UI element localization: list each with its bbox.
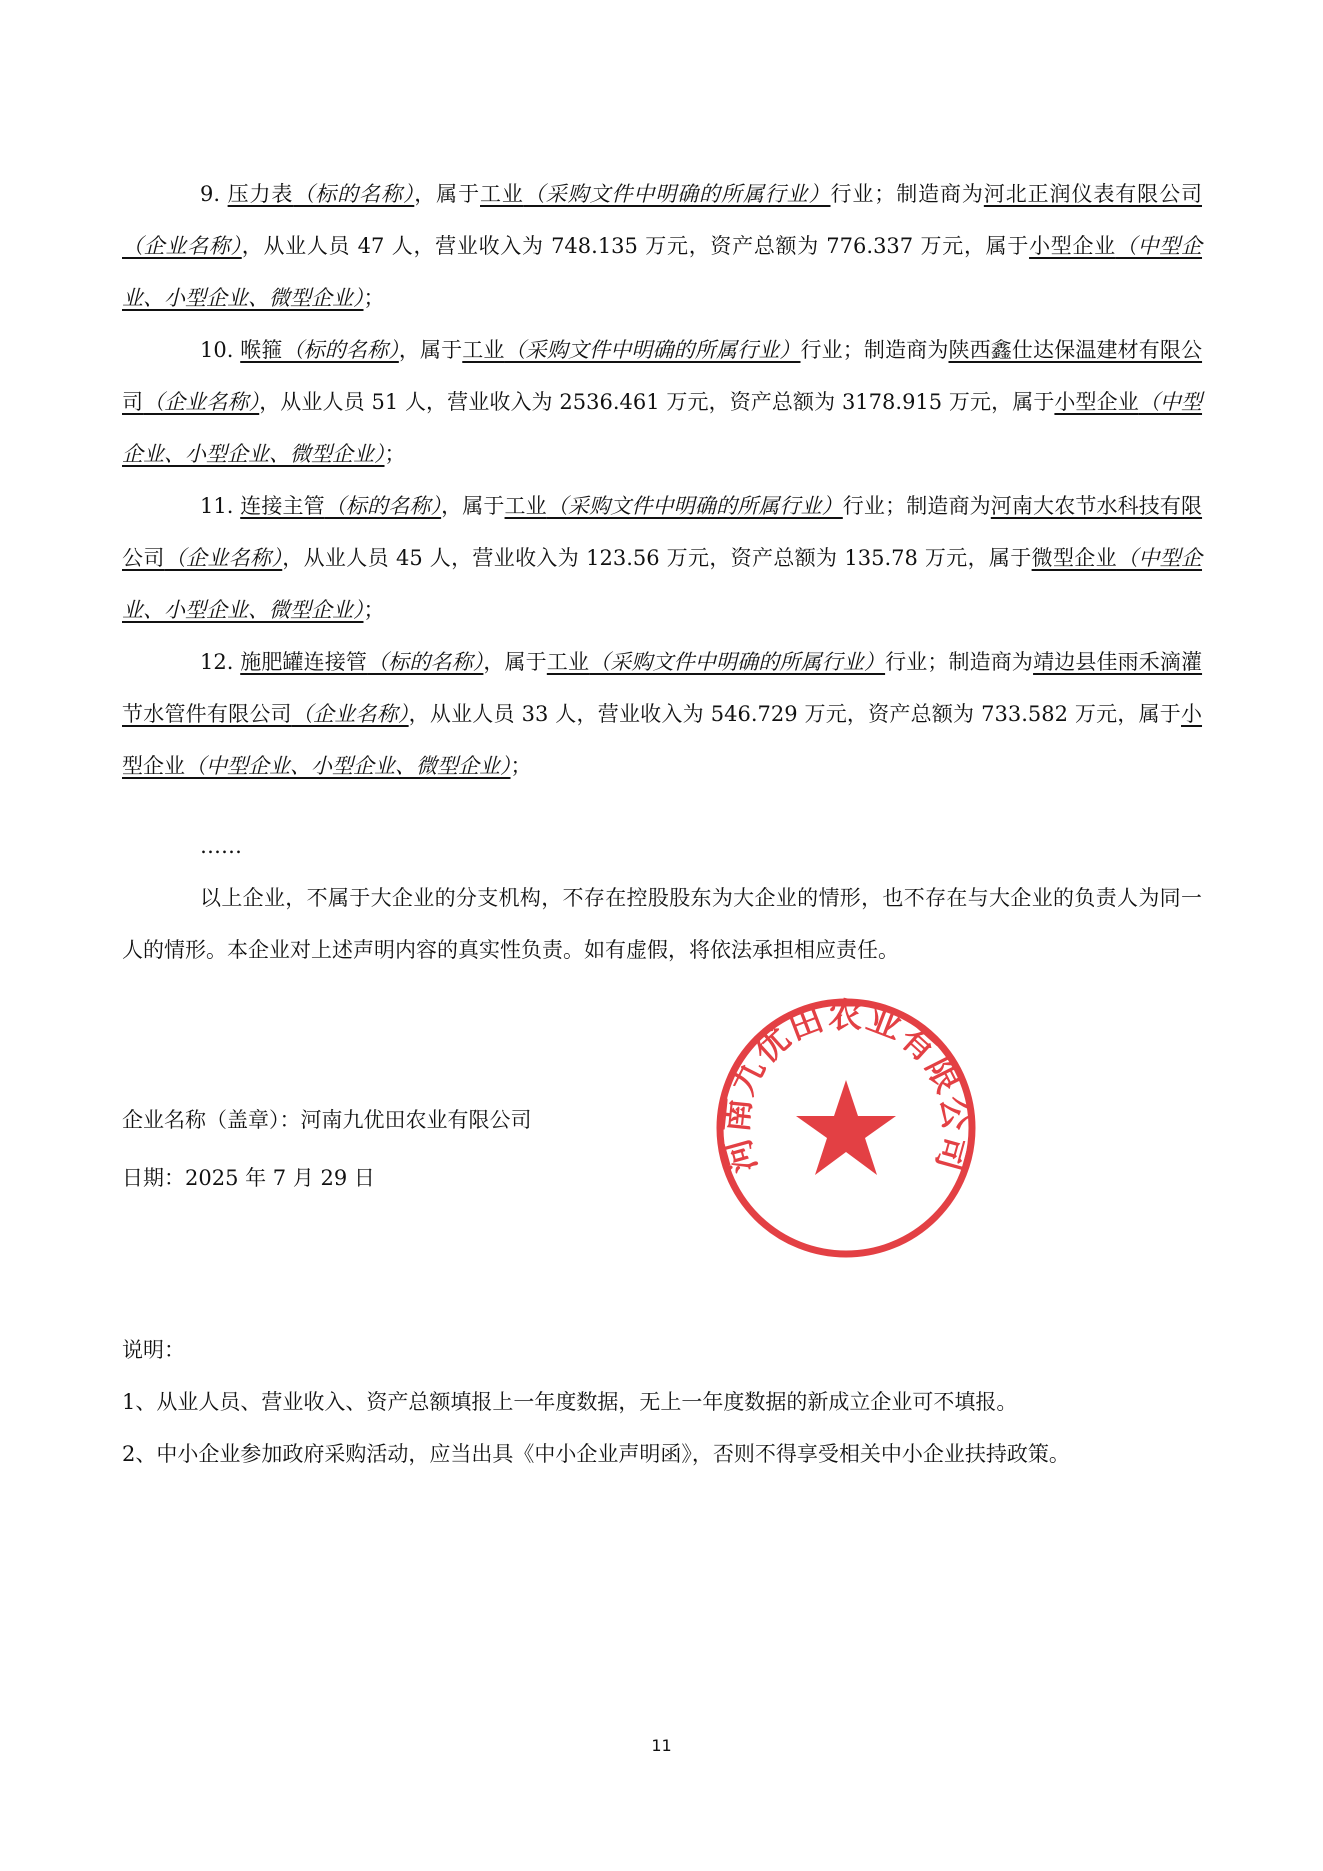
item-field-value: 河南大农节水科技有限公司	[122, 494, 1203, 570]
item-text: ，属于	[483, 650, 547, 674]
item-text: ，从业人员 51 人，营业收入为 2536.461 万元，资产总额为 3178.915 万元，属于	[259, 390, 1055, 414]
date-line: 日期：2025 年 7 月 29 日	[122, 1166, 375, 1190]
item-field-value: 工业	[546, 650, 590, 674]
item-field-hint: （标的名称）	[324, 494, 442, 518]
item-field-value: 陕西鑫仕达保温建材有限公司	[122, 338, 1203, 414]
item-field-hint: （企业名称）	[164, 546, 283, 570]
item-text: ；	[363, 598, 385, 622]
note-1: 1、从业人员、营业收入、资产总额填报上一年度数据，无上一年度数据的新成立企业可不填报。	[122, 1390, 1018, 1414]
item-field-hint: （采购文件中明确的所属行业）	[546, 494, 843, 518]
item-field-value: 小型企业	[1054, 390, 1139, 414]
item-field-hint: （采购文件中明确的所属行业）	[504, 338, 801, 362]
item-field-hint: （中型企业、小型企业、微型企业）	[122, 546, 1203, 622]
item-text: ；	[510, 754, 532, 778]
item-field-hint: （企业名称）	[122, 234, 242, 258]
svg-text:河南九优田农业有限公司: 河南九优田农业有限公司	[715, 996, 977, 1177]
item-field-hint: （标的名称）	[282, 338, 399, 362]
item-text: 行业；制造商为	[842, 494, 991, 518]
item-field-hint: （中型企业、小型企业、微型企业）	[122, 390, 1203, 466]
item-field-hint: （企业名称）	[143, 390, 260, 414]
item-text: ，从业人员 45 人，营业收入为 123.56 万元，资产总额为 135.78 万元，属于	[282, 546, 1032, 570]
item-text: 12.	[200, 650, 241, 674]
item-field-hint: （企业名称）	[291, 702, 409, 726]
item-field-value: 工业	[462, 338, 505, 362]
item-text: 11.	[200, 494, 241, 518]
item-field-hint: （采购文件中明确的所属行业）	[523, 182, 831, 206]
item-field-value: 靖边县佳雨禾滴灌节水管件有限公司	[122, 650, 1203, 726]
document-body	[122, 168, 1202, 1480]
item-text: 行业；制造商为	[800, 338, 949, 362]
item-text: ，从业人员 47 人，营业收入为 748.135 万元，资产总额为 776.337 万元，属于	[241, 234, 1030, 258]
page-number: 11	[651, 1736, 672, 1755]
signature-block	[122, 996, 1202, 1324]
enterprise-item	[122, 480, 1202, 636]
item-text: ，属于	[398, 338, 463, 362]
item-text: ；	[384, 442, 406, 466]
company-name-line: 企业名称（盖章）：河南九优田农业有限公司	[122, 1108, 532, 1132]
item-field-value: 工业	[504, 494, 547, 518]
item-text: 10.	[200, 338, 241, 362]
item-text: 行业；制造商为	[830, 182, 984, 206]
item-text: ；	[363, 286, 385, 310]
item-field-value: 施肥罐连接管	[240, 650, 368, 674]
enterprise-item	[122, 324, 1202, 480]
notes-section	[122, 1324, 1202, 1480]
item-field-hint: （中型企业、小型企业、微型企业）	[185, 754, 511, 778]
enterprise-list	[122, 168, 1202, 792]
item-field-value: 连接主管	[240, 494, 325, 518]
item-field-value: 河北正润仪表有限公司	[983, 182, 1202, 206]
item-field-hint: （标的名称）	[367, 650, 484, 674]
item-field-value: 喉箍	[240, 338, 283, 362]
item-text: 行业；制造商为	[885, 650, 1034, 674]
item-field-hint: （中型企业、小型企业、微型企业）	[122, 234, 1203, 310]
item-text: ，属于	[414, 182, 480, 206]
item-text: ，从业人员 33 人，营业收入为 546.729 万元，资产总额为 733.582 万元，属于	[408, 702, 1182, 726]
item-field-hint: （采购文件中明确的所属行业）	[589, 650, 886, 674]
enterprise-item	[122, 636, 1202, 792]
item-text: 9.	[200, 182, 228, 206]
item-field-value: 压力表	[227, 182, 294, 206]
enterprise-item	[122, 168, 1202, 324]
item-field-value: 小型企业	[122, 702, 1203, 778]
item-field-value: 微型企业	[1031, 546, 1117, 570]
declaration-paragraph: 以上企业，不属于大企业的分支机构，不存在控股股东为大企业的情形，也不存在与大企业的负责人为同一人的情形。本企业对上述声明内容的真实性负责。如有虚假，将依法承担相应责任。	[122, 886, 1202, 962]
item-field-value: 工业	[480, 182, 524, 206]
item-text: ，属于	[441, 494, 505, 518]
ellipsis: ……	[200, 834, 242, 858]
notes-title: 说明：	[122, 1338, 185, 1362]
item-field-value: 小型企业	[1029, 234, 1116, 258]
note-2: 2、中小企业参加政府采购活动，应当出具《中小企业声明函》，否则不得享受相关中小企业扶持政策。	[122, 1442, 1070, 1466]
item-field-hint: （标的名称）	[293, 182, 415, 206]
